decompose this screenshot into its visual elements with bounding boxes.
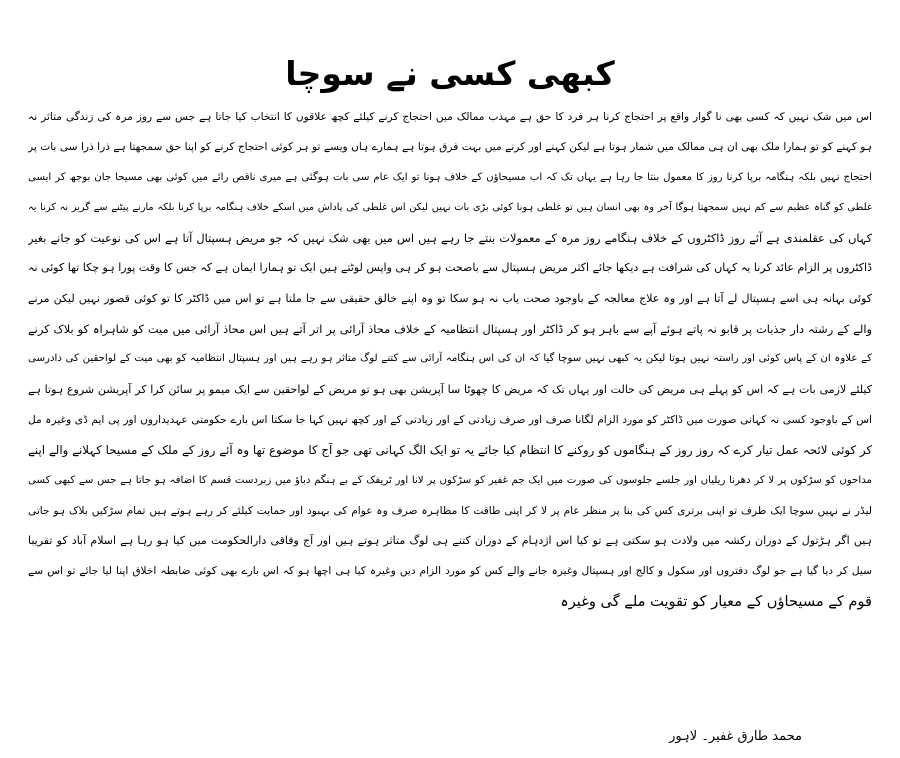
body-line: والے کے رشتہ دار جذبات پر قابو نہ پاتے ہوئے آپے سے باہر ہو کر ڈاکٹر اور ہسپتال انتظامیہ کے خلاف محاذ آرائی پر اتر آتے ہیں اس محاذ آرائی میں میت کو شاہراہ کو بلاک کرنے: [28, 322, 872, 337]
body-line: لیڈر نے نہیں سوچا ایک طرف تو اپنی برتری کس کی بنا پر منظر عام پر لا کر اپنی طاقت کا مظاہرہ صرف وہ عوام کی بہبود اور حمایت کیلئے کر رہے ہوتے ہیں تمام سڑکیں بلاک ہو جاتی: [28, 504, 872, 517]
body-line: غلطی کو گناہ عظیم سے کم نہیں سمجھتا ہوگا آخر وہ بھی انسان ہیں تو غلطی ہونا کوئی بڑی بات نہیں لیکن اس غلطی کی پاداش میں اسکے خلاف ہنگامہ برپا کرنا بلکہ مارنے پیٹنے سے گریز نہ کرنا یہ: [28, 201, 872, 213]
body-line: ہو کہنے کو تو ہمارا ملک بھی ان ہی ممالک میں شمار ہوتا ہے لیکن کہنے اور کرنے میں بہت فرق ہوتا ہے ہمارے ہاں ویسے تو ہر کوئی احتجاج کرنے کو اپنا حق سمجھتا ہے ذرا ذرا سی بات پر: [28, 141, 872, 154]
body-line: احتجاج نہیں بلکہ ہنگامہ برپا کرنا روز کا معمول بنتا جا رہا ہے یہاں تک کہ اب مسیحاؤں کے خلاف ہونا تو ایک عام سی بات ہوگئی ہے میری ناقص رائے میں کوئی بھی مسیحا جان بوجھ کر ایسی: [28, 171, 872, 183]
body-line: ہیں اگر ہڑتول کے دوران رکشہ میں ولادت ہو سکتی ہے تو کیا اس اژدہام کے دوران کتنے ہی لوگ متاثر ہوتے ہیں اور آج وفاقی دارالحکومت میں کیا ہو رہا ہے اسلام آباد کو تقریبا: [28, 534, 872, 548]
body-line: کے علاوہ ان کے پاس کوئی اور راستہ نہیں ہوتا لیکن یہ کبھی نہیں سوچا گیا کہ ان کی اس ہنگامہ آرائی سے کتنے لوگ متاثر ہو رہے ہیں اور ہسپتال انتظامیہ کو بھی میت کے لواحقین کی دادرسی: [28, 353, 872, 365]
body-line: مداحوں کو سڑکوں پر لا کر دھرنا ریلیاں اور جلسے جلوسوں کی صورت میں ایک جم غفیر کو سڑکوں پر لانا اور ٹریفک کے بے ہنگم دباؤ میں زبردست قسم کا اضافہ ہو جاتا ہے جس سے کبھی کسی: [28, 474, 872, 486]
author-signature: محمد طارق غفیر۔ لاہور: [669, 729, 802, 744]
body-line: ڈاکٹروں پر الزام عائد کرنا یہ کہاں کی شرافت ہے دیکھا جائے اکثر مریض ہسپتال سے باصحت ہو کر ہی واپس لوٹتے ہیں ایک تو ہمارا ایمان ہے کہ جس کا وقت پورا ہو چکا تھا کوئی نہ: [28, 261, 872, 275]
body-line: اس میں شک نہیں کہ کسی بھی نا گوار واقع پر احتجاج کرنا ہر فرد کا حق ہے مہذب ممالک میں احتجاج کرنے کیلئے کچھ علاقوں کا انتخاب کیا جاتا ہے جس سے روز مرہ کی زندگی متاثر نہ: [28, 111, 872, 123]
article-body: [28, 102, 872, 617]
body-line: سیل کر دیا گیا ہے جو لوگ دفتروں اور سکول و کالج اور ہسپتال وغیرہ جانے والے کس کو مورد الزام دیں وغیرہ کیا ہی اچھا ہو کہ اس بارے بھی کوئی ضابطہ اخلاق اپنا لیا جائے تو اس سے: [28, 565, 872, 578]
body-line: کہاں کی عقلمندی ہے آئے روز ڈاکٹروں کے خلاف ہنگامے روز مرہ کے معمولات بنتے جا رہے ہیں اس میں بھی شک نہیں کہ جو مریض ہسپتال آتا ہے اس کی نوعیت کو جانے بغیر: [28, 231, 872, 246]
body-line: کوئی بہانہ ہی اسے ہسپتال لے آتا ہے اور وہ علاج معالجہ کے باوجود صحت یاب نہ ہو سکا تو وہ اپنے خالق حقیقی سے جا ملتا ہے تو اس میں ڈاکٹر کا تو کوئی قصور نہیں لیکن مرنے: [28, 291, 872, 305]
body-line: کیلئے لازمی بات ہے کہ اس کو پہلے ہی مریض کی حالت اور یہاں تک کہ مریض کا چھوٹا سا آپریشن بھی ہو تو مریض کے لواحقین سے ایک میمو پر سائن کرا کر آپریشن شروع ہوتا ہے: [28, 382, 872, 396]
body-line: اس کے باوجود کسی نہ کہانی صورت میں ڈاکٹر کو مورد الزام لگانا صرف اور صرف زیادتی کے اور زیادتی کے اور کچھ نہیں کہا جا سکتا اس بارے حکومتی عہدیداروں اور پی ایم ڈی وغیرہ مل: [28, 413, 872, 426]
body-line-last: قوم کے مسیحاؤں کے معیار کو تقویت ملے گی وغیرہ: [560, 592, 872, 610]
article-title: کبھی کسی نے سوچا: [285, 54, 615, 93]
body-line: کر کوئی لائحہ عمل تیار کرے کہ روز روز کے ہنگاموں کو روکنے کا انتظام کیا جائے یہ تو ایک الگ کہانی تھی جو آج کا موضوع تھا وہ آئے روز کے ملک کے مسیحا کہلانے والے اپنے: [28, 443, 872, 458]
